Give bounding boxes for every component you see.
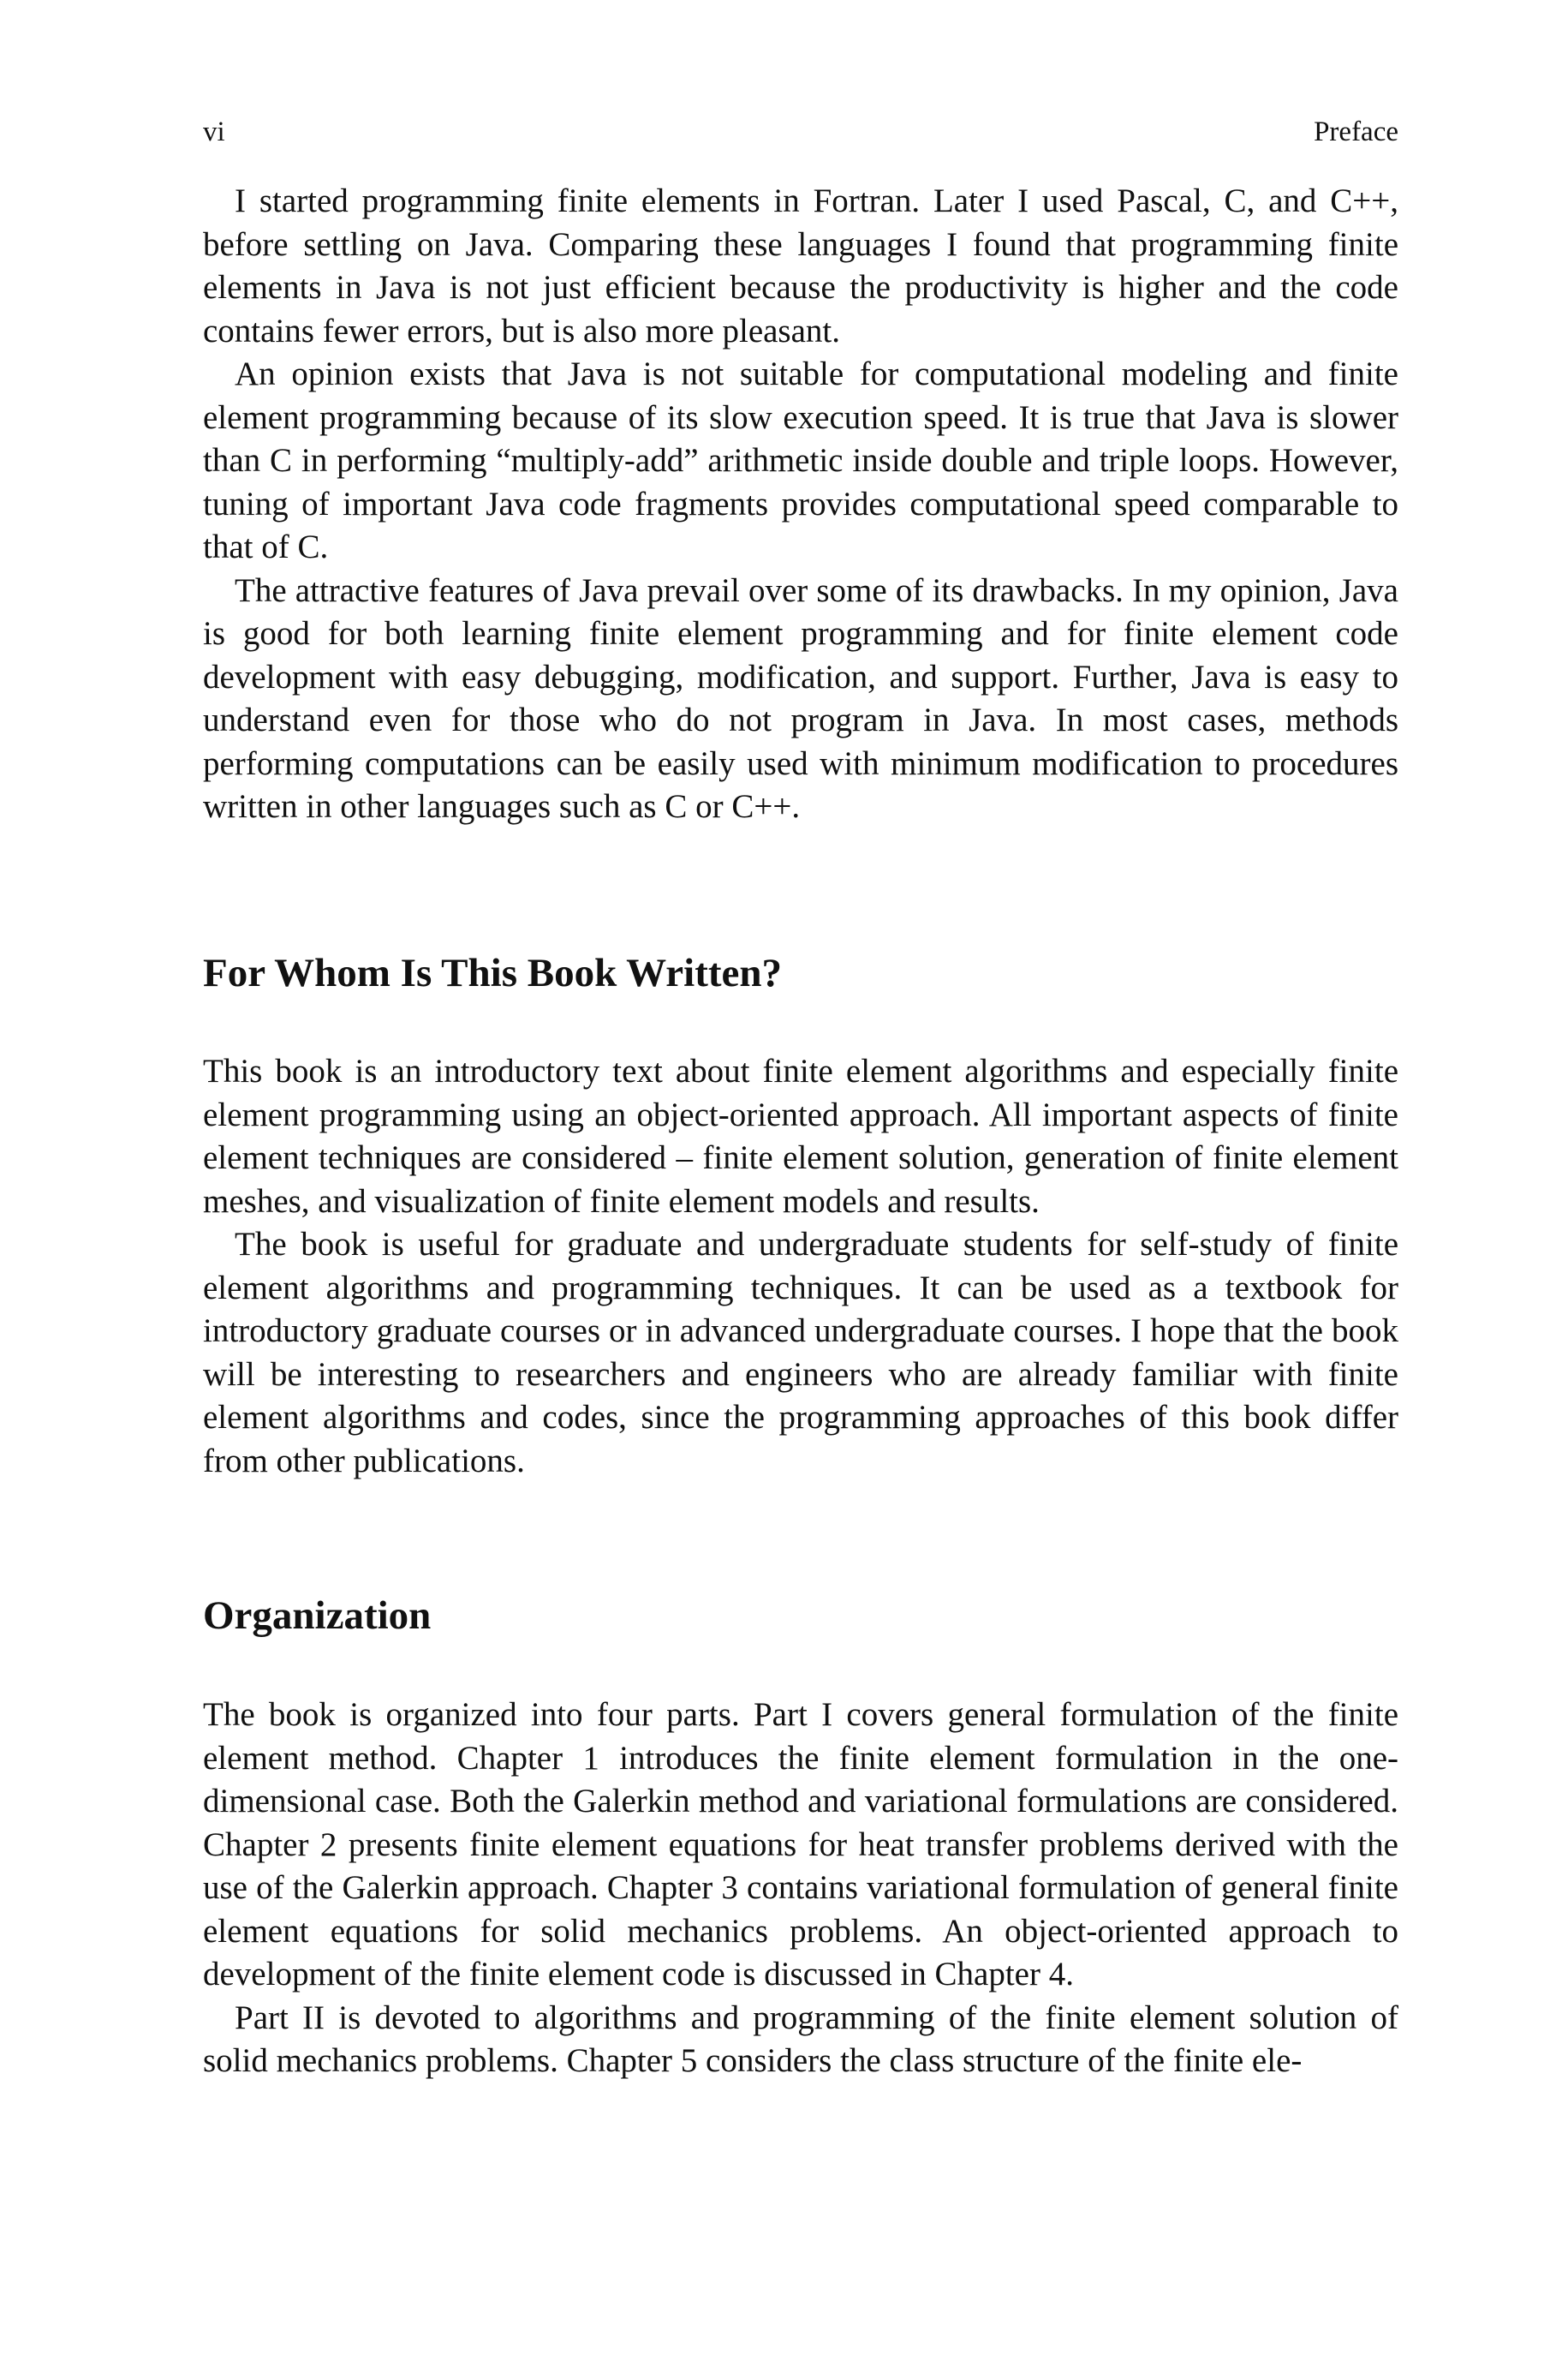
running-section-title: Preface	[1314, 117, 1398, 147]
organization-paragraph-1: The book is organized into four parts. Part I covers general formulation of the finite element method. Chapter 1 introduces the finite element formulation in the one-dimensional case. Both the Galerkin method and variational formulations are considered. Chapter 2 presents finite element equations for heat transfer problems derived with the use of the Galerkin approach. Chapter 3 contains variational formulation of general finite element equations for solid mechanics problems. An object-oriented approach to development of the finite element code is discussed in Chapter 4.	[203, 1696, 1398, 1993]
organization-body	[203, 1694, 1398, 2083]
running-header	[203, 115, 1398, 149]
intro-paragraph-2: An opinion exists that Java is not suitable for computational modeling and finite element programming because of its slow execution speed. It is true that Java is slower than C in performing “multiply-add” arithmetic inside double and triple loops. However, tuning of important Java code fragments provides computational speed comparable to that of C.	[203, 356, 1398, 565]
audience-paragraph-1: This book is an introductory text about finite element algorithms and especially finite element programming using an object-oriented approach. All important aspects of finite element techniques are considered – finite element solution, generation of finite element meshes, and visualization of finite element models and results.	[203, 1053, 1398, 1220]
intro-body	[203, 180, 1398, 829]
section-heading-organization: Organization	[203, 1593, 432, 1638]
organization-paragraph-2: Part II is devoted to algorithms and programming of the finite element solution of solid mechanics problems. Chapter 5 considers the class structure of the finite ele-	[203, 1999, 1398, 2079]
audience-paragraph-2: The book is useful for graduate and undergraduate students for self-study of finite element algorithms and programming techniques. It can be used as a textbook for introductory graduate courses or in advanced undergraduate courses. I hope that the book will be interesting to researchers and engineers who are already familiar with finite element algorithms and codes, since the programming approaches of this book differ from other publications.	[203, 1226, 1398, 1479]
book-page	[203, 0, 1398, 2378]
page-number: vi	[203, 117, 225, 147]
intro-paragraph-3: The attractive features of Java prevail over some of its drawbacks. In my opinion, Java is good for both learning finite element programming and for finite element code development with easy debugging, modification, and support. Further, Java is easy to understand even for those who do not program in Java. In most cases, methods performing computations can be easily used with minimum modification to procedures written in other languages such as C or C++.	[203, 571, 1398, 825]
intro-paragraph-1: I started programming finite elements in Fortran. Later I used Pascal, C, and C++, before settling on Java. Comparing these languages I found that programming finite elements in Java is not just efficient because the productivity is higher and the code contains fewer errors, but is also more pleasant.	[203, 182, 1398, 350]
audience-body	[203, 1050, 1398, 1483]
section-heading-audience: For Whom Is This Book Written?	[203, 951, 782, 995]
